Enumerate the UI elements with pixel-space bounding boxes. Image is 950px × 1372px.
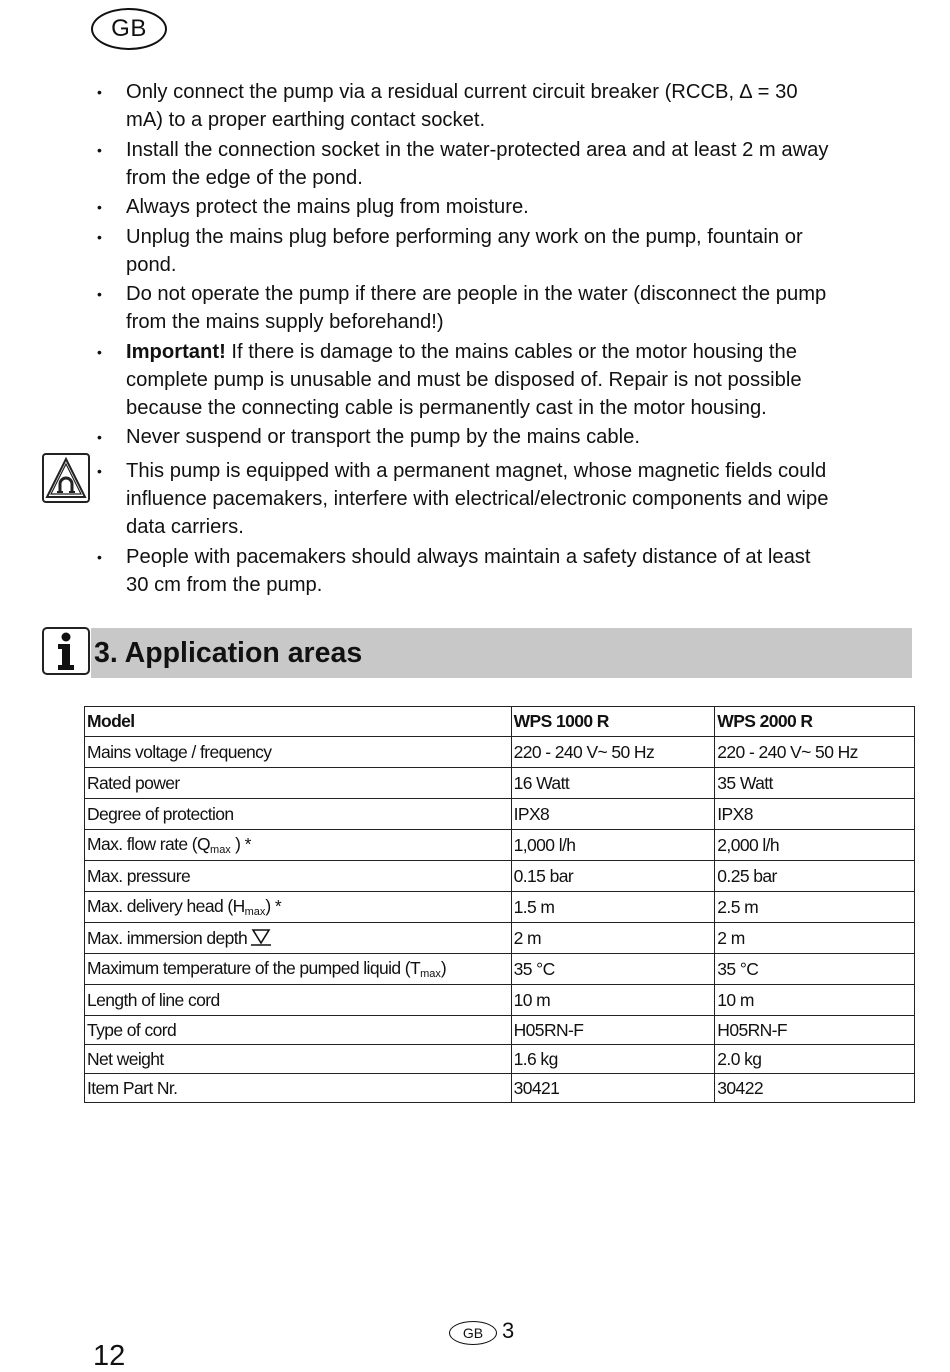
spec-label: Maximum temperature of the pumped liquid $(T_{max})$ [85, 954, 512, 985]
spec-value: 16 Watt [511, 768, 715, 799]
spec-value: 1.5 m [511, 892, 715, 923]
list-item: • Install the connection socket in the water-protected area and at least 2 m away from the edge of the pond. [97, 138, 829, 189]
spec-value: 30421 [511, 1074, 715, 1103]
header-cell: WPS 1000 R [511, 707, 715, 737]
spec-value: 2 m [511, 923, 715, 954]
spec-value: 1,000 l/h [511, 830, 715, 861]
spec-value: 2.0 kg [715, 1045, 915, 1074]
spec-label: Item Part Nr. [85, 1074, 512, 1103]
table-row [85, 923, 915, 954]
spec-label: Max. immersion depth [85, 923, 512, 954]
list-item: • Always protect the mains plug from moisture. [97, 196, 529, 218]
water-level-icon [251, 928, 271, 946]
table-row [85, 768, 915, 799]
spec-value: 35 °C [511, 954, 715, 985]
spec-value: 2,000 l/h [715, 830, 915, 861]
spec-value: 0.15 bar [511, 861, 715, 892]
spec-value: 35 °C [715, 954, 915, 985]
spec-value: 2.5 m [715, 892, 915, 923]
spec-label: Rated power [85, 768, 512, 799]
table-row [85, 985, 915, 1016]
header-cell: WPS 2000 R [715, 707, 915, 737]
section-heading: 3. Application areas [91, 628, 912, 678]
important-label: Important! [126, 340, 226, 363]
specifications-table [84, 706, 915, 1103]
spec-label: Max. pressure [85, 861, 512, 892]
page-number: 12 [93, 1340, 126, 1372]
spec-value: 220 - 240 V~ 50 Hz [511, 737, 715, 768]
footer-language-badge: GB [449, 1321, 497, 1345]
spec-value: 220 - 240 V~ 50 Hz [715, 737, 915, 768]
magnet-warning-icon [42, 453, 90, 503]
list-item: • Never suspend or transport the pump by the mains cable. [97, 426, 640, 448]
spec-label: Type of cord [85, 1016, 512, 1045]
table-row [85, 1074, 915, 1103]
spec-value: H05RN-F [511, 1016, 715, 1045]
table-row [85, 892, 915, 923]
spec-value: H05RN-F [715, 1016, 915, 1045]
list-item: • Only connect the pump via a residual current circuit breaker (RCCB, ∆ = 30 mA) to a proper earthing contact socket. [97, 81, 798, 131]
spec-value: IPX8 [511, 799, 715, 830]
safety-instructions-list [94, 78, 914, 600]
sheet-number: 3 [502, 1318, 515, 1343]
spec-value: 10 m [511, 985, 715, 1016]
table-row [85, 830, 915, 861]
spec-value: 0.25 bar [715, 861, 915, 892]
table-header-row [85, 707, 915, 737]
table-row [85, 954, 915, 985]
spec-label: Mains voltage / frequency [85, 737, 512, 768]
list-item: • This pump is equipped with a permanent magnet, whose magnetic fields could influence pacemakers, interfere with electrical/electronic components and wipe data carriers. [97, 460, 829, 538]
spec-value: 1.6 kg [511, 1045, 715, 1074]
language-badge: GB [91, 8, 167, 50]
spec-value: 2 m [715, 923, 915, 954]
list-item: • People with pacemakers should always maintain a safety distance of at least 30 cm from the pump. [97, 545, 811, 596]
table-row [85, 799, 915, 830]
spec-value: IPX8 [715, 799, 915, 830]
spec-value: 10 m [715, 985, 915, 1016]
header-cell: Model [85, 707, 512, 737]
spec-label: Length of line cord [85, 985, 512, 1016]
spec-label: Max. delivery head $(H_{max})$ * [85, 892, 512, 923]
spec-label: Max. flow rate ($Q_{max}$ ) * [85, 830, 512, 861]
spec-value: 35 Watt [715, 768, 915, 799]
table-row [85, 1045, 915, 1074]
list-item: • Important! If there is damage to the mains cables or the motor housing the complete pump is unusable and must be disposed of. Repair is not possible because the connecting cable is permanently cast in the motor housing. [97, 340, 802, 419]
spec-label: Net weight [85, 1045, 512, 1074]
spec-label: Degree of protection [85, 799, 512, 830]
list-item: • Unplug the mains plug before performing any work on the pump, fountain or pond. [97, 225, 803, 276]
info-icon [42, 627, 90, 675]
table-row [85, 1016, 915, 1045]
spec-value: 30422 [715, 1074, 915, 1103]
table-row [85, 737, 915, 768]
list-item: • Do not operate the pump if there are people in the water (disconnect the pump from the mains supply beforehand!) [97, 283, 827, 333]
table-row [85, 861, 915, 892]
